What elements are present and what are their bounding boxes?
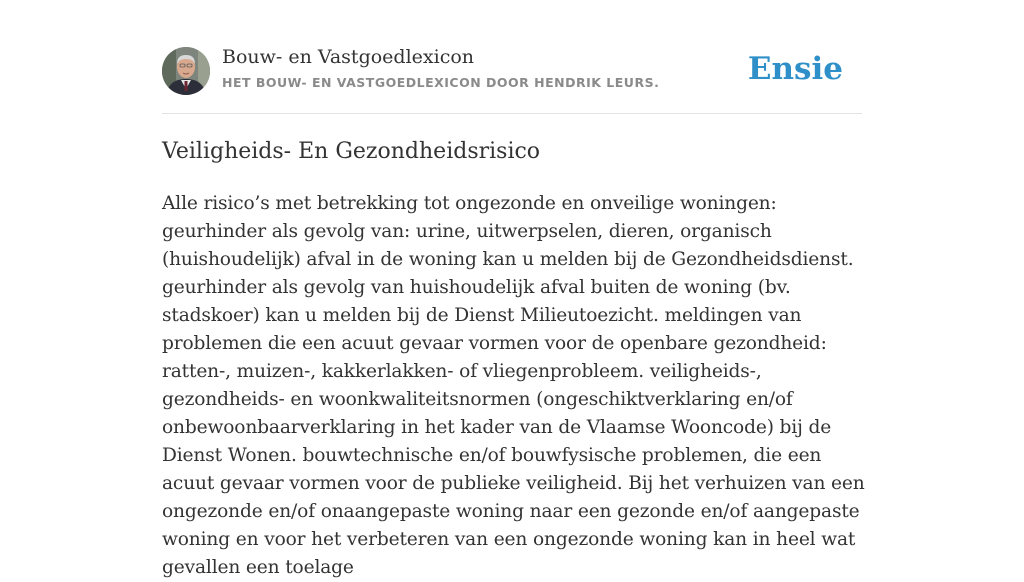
entry-title: Veiligheids- En Gezondheidsrisico [162, 139, 541, 164]
entry-body: Alle risico’s met betrekking tot ongezonde en onveilige woningen: geurhinder als gevolg van: urine, uitwerpselen, dieren, organisch (huishoudelijk) afval in de woning kan u melden bij de Gezondheidsdienst. geurhinder als gevolg van huishoudelijk afval buiten de woning (bv. stadskoer) kan u melden bij de Dienst Milieutoezicht. meldingen van problemen die een acuut gevaar vormen voor de openbare gezondheid: ratten-, muizen-, kakkerlakken- of vliegenprobleem. veiligheids-, gezondheids- en woonkwaliteitsnormen (ongeschiktverklaring en/of onbewoonbaarverklaring in het kader van de Vlaamse Wooncode) bij de Dienst Wonen. bouwtechnische en/of bouwfysische problemen, die een acuut gevaar vormen voor de publieke veiligheid. Bij het verhuizen van een ongezonde en/of onaangepaste woning naar een gezonde en/of aangepaste woning en voor het verbeteren van een ongezonde woning kan in heel wat gevallen een toelage [162, 193, 865, 578]
author-avatar [162, 47, 210, 95]
ensie-logo-link[interactable]: Ensie [747, 51, 843, 87]
site-title[interactable]: Bouw- en Vastgoedlexicon [222, 46, 475, 68]
header-divider [162, 113, 862, 114]
avatar-portrait-icon [162, 47, 210, 95]
site-header [162, 46, 862, 96]
site-subtitle: HET BOUW- EN VASTGOEDLEXICON DOOR HENDRIK LEURS. [222, 75, 660, 90]
